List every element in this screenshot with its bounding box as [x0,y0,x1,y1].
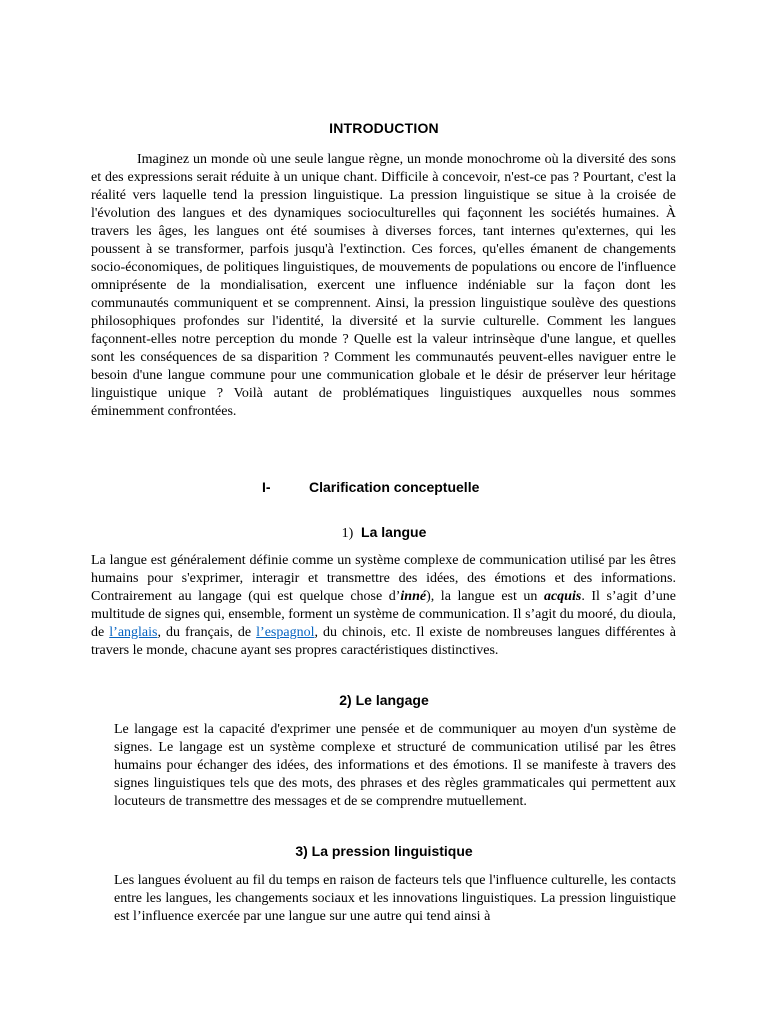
pression-paragraph: Les langues évoluent au fil du temps en raison de facteurs tels que l'influence culturelle, les contacts entre les langues, les changements sociaux et les innovations linguistiques. La pression linguistique est l’influence exercée par une langue sur une autre qui tend ainsi à [114,873,676,924]
langue-text-1: La langue est généralement définie comme un système complexe de communication utilisé par les êtres humains pour s'exprimer, interagir et transmettre des idées, des émotions et des informations. Contrairement au langage (qui est quelque chose d’ [91,553,676,604]
subheading-number: 1) [341,526,354,541]
langue-text-3: . Il s’agit d’une multitude de signes qui, ensemble, forment un système de communication. Il s’agit du mooré, du dioula, de [91,589,676,640]
emphasis-acquis: acquis [543,589,582,604]
subheading-title: La langue [361,524,427,540]
subheading-la-langue [0,524,768,542]
subheading-pression-linguistique: 3) La pression linguistique [295,843,473,859]
subheading-le-langage: 2) Le langage [339,692,429,708]
langue-paragraph [91,552,676,660]
link-espagnol[interactable]: l’espagnol [256,625,315,640]
section-title: Clarification conceptuelle [309,479,480,495]
intro-paragraph: Imaginez un monde où une seule langue règne, un monde monochrome où la diversité des sons et des expressions serait réduite à un unique chant. Difficile à concevoir, n'est-ce pas ? Pourtant, c'est la réalité vers laquelle tend la pression linguistique. La pression linguistique se situe à la croisée de l'évolution des langues et des dynamiques socioculturelles qui façonnent les sociétés humaines. À travers les âges, les langues ont été soumises à diverses forces, tant internes qu'externes, qui les poussent à se transformer, parfois jusqu'à l'extinction. Ces forces, qu'elles émanent de changements socio-économiques, de politiques linguistiques, de mouvements de populations ou encore de l'influence omniprésente de la mondialisation, exercent une influence indéniable sur la façon dont les communautés communiquent et se comprennent. Ainsi, la pression linguistique soulève des questions philosophiques profondes sur l'identité, la diversité et la survie culturelle. Comment les langues façonnent-elles notre perception du monde ? Quelle est la valeur intrinsèque d'une langue, et quelles sont les conséquences de sa disparition ? Comment les communautés peuvent-elles naviguer entre le besoin d'une langue commune pour une communication globale et le désir de préserver leur héritage linguistique unique ? Voilà autant de problématiques linguistiques auxquelles nous sommes éminemment confrontées. [91,152,676,419]
langue-text-4: , du français, de [157,625,257,640]
page-title: INTRODUCTION [329,120,439,136]
langue-text-5: , du chinois, etc. Il existe de nombreuses langues différentes à travers le monde, chacune ayant ses propres caractéristiques distinctives. [91,625,676,658]
section-number: I- [262,479,271,495]
langue-text-2: ), la langue est un [426,589,544,604]
emphasis-inne: inné [400,589,427,604]
langage-paragraph: Le langage est la capacité d'exprimer une pensée et de communiquer au moyen d'un système de signes. Le langage est un système complexe et structuré de communication utilisé par les êtres humains pour échanger des idées, des informations et des émotions. Il se manifeste à travers des signes linguistiques tels que des mots, des phrases et des règles grammaticales qui permettent aux locuteurs de transmettre des messages et de se comprendre mutuellement. [114,722,676,809]
link-anglais[interactable]: l’anglais [109,625,158,640]
